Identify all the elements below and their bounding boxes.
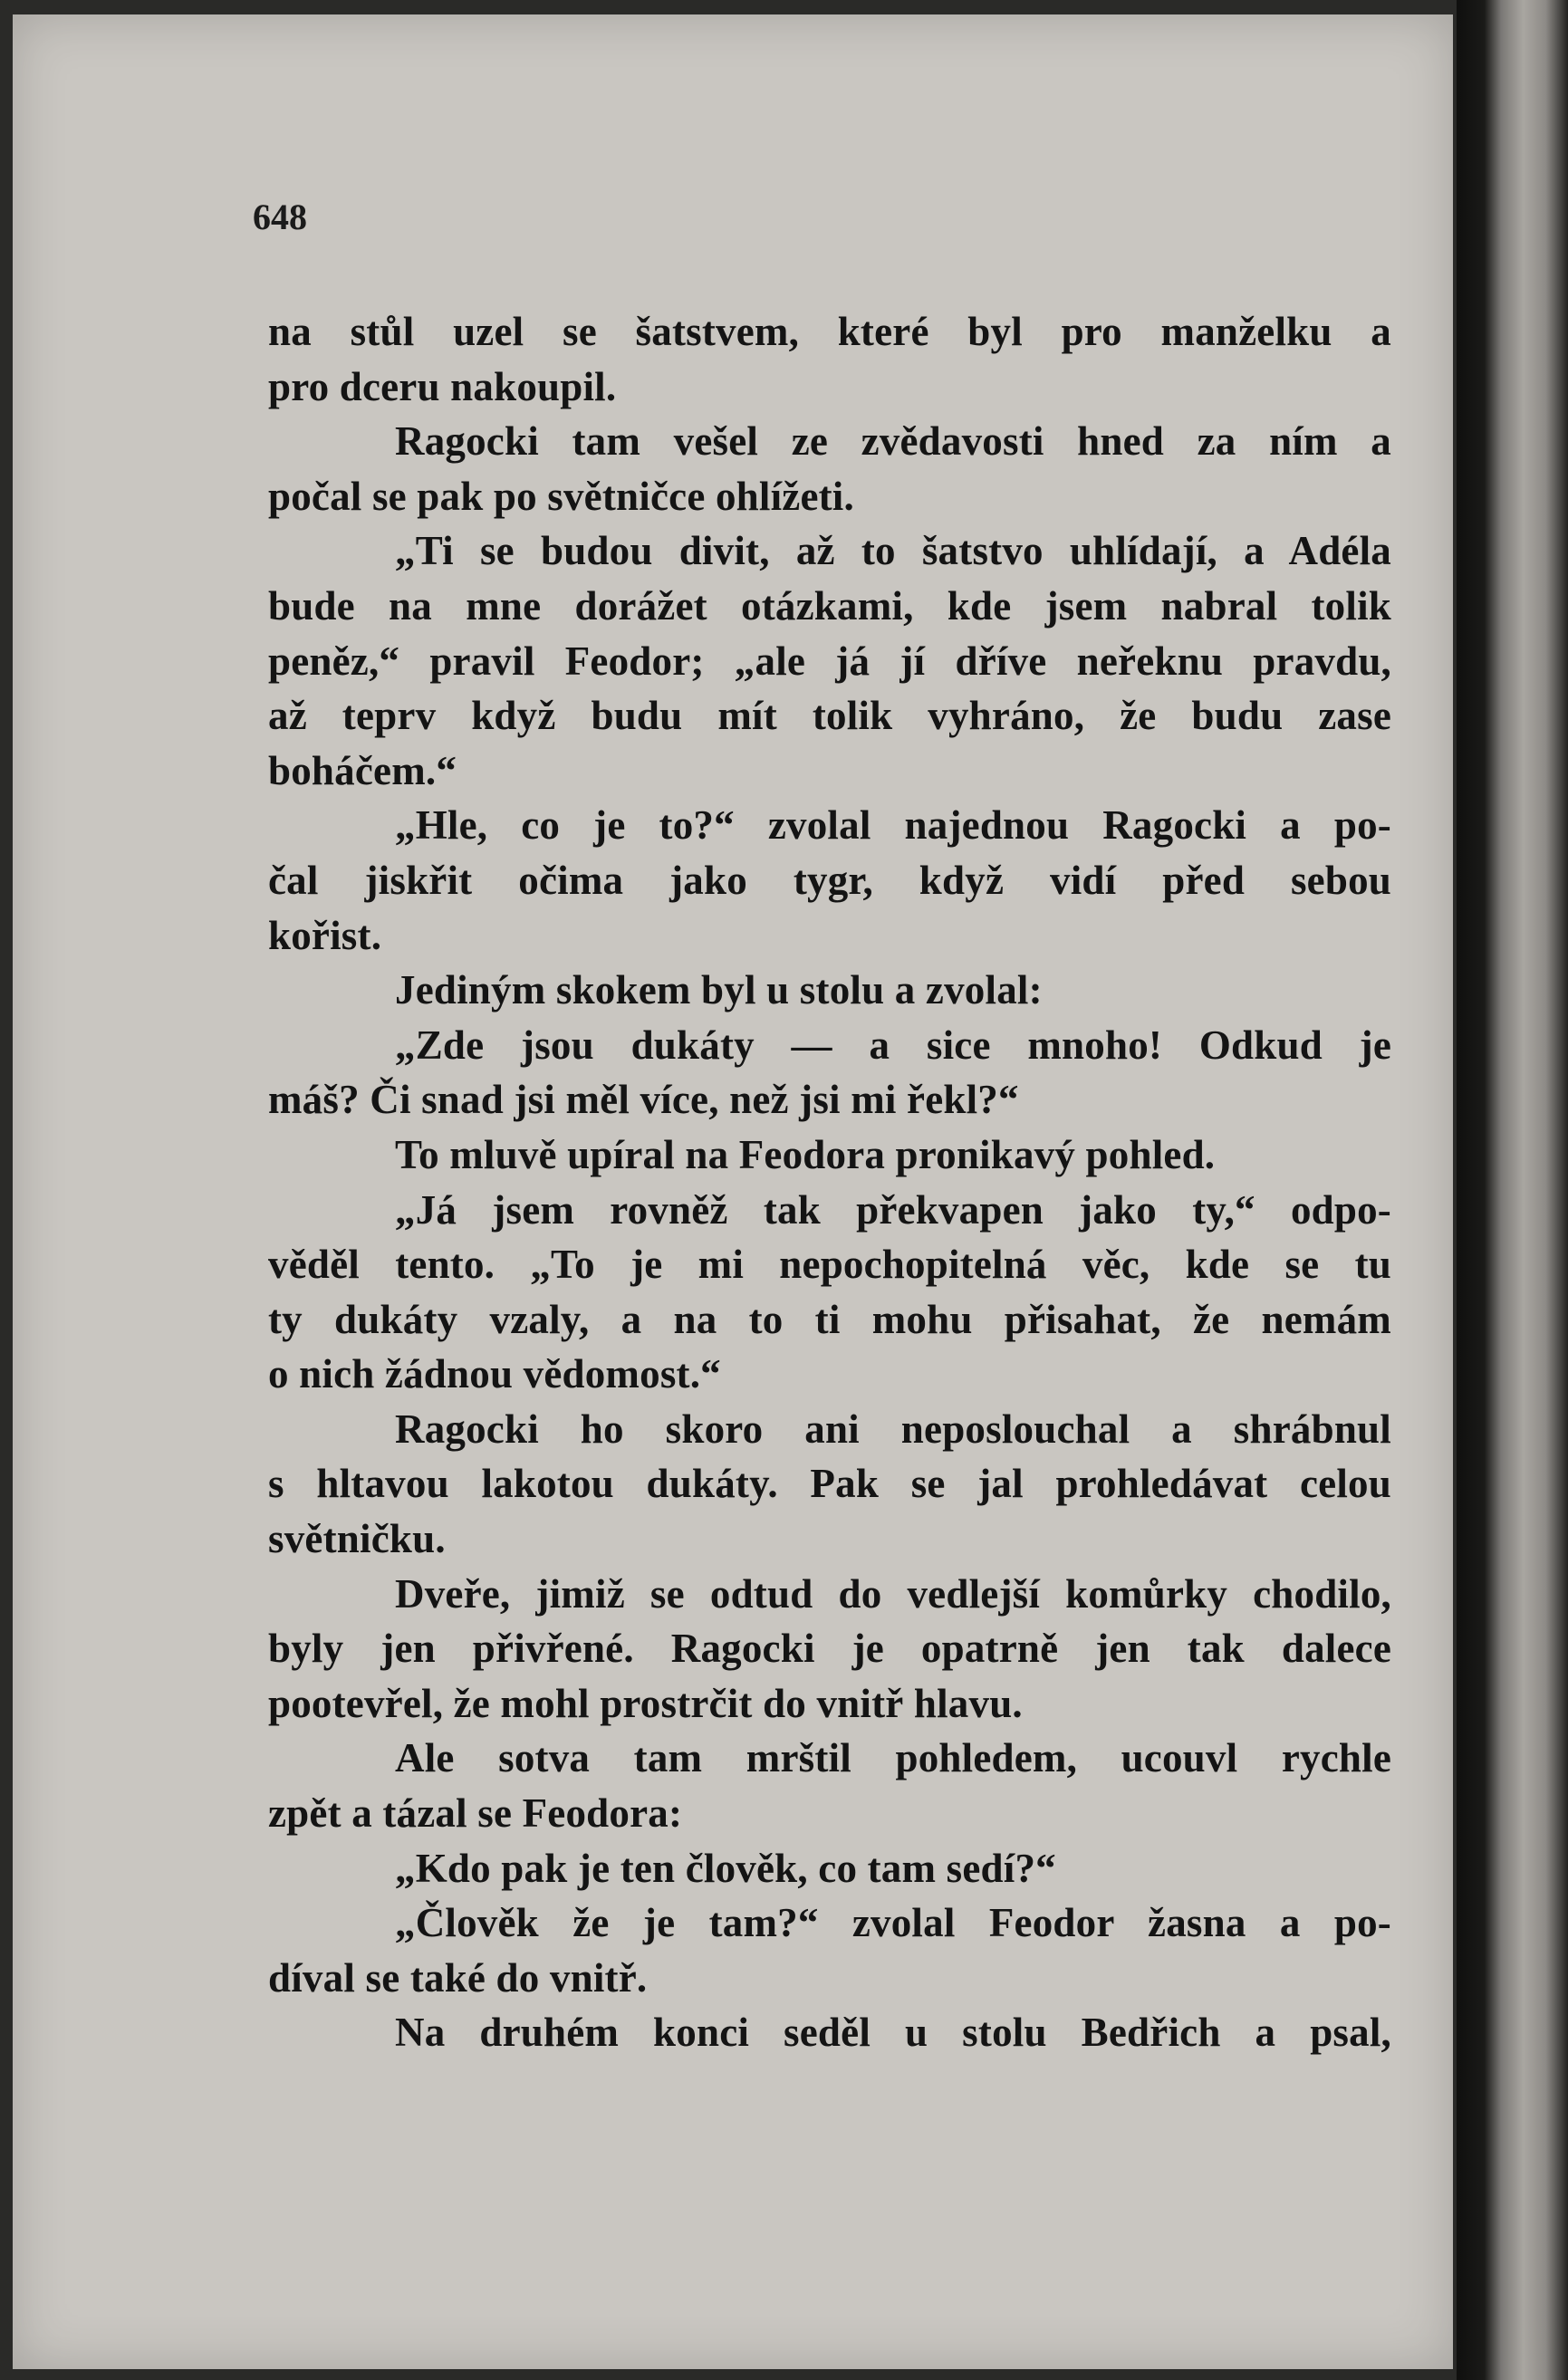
text-line: „Ti se budou divit, až to šatstvo uhlídají, a Adéla	[395, 528, 1391, 574]
text-line: Ragocki tam vešel ze zvědavosti hned za ním a	[395, 418, 1391, 465]
text-line: s hltavou lakotou dukáty. Pak se jal prohledávat celou	[268, 1461, 1391, 1507]
text-line: „Zde jsou dukáty — a sice mnoho! Odkud je	[395, 1022, 1391, 1068]
text-line: „Člověk že je tam?“ zvolal Feodor žasna a po-	[395, 1900, 1391, 1946]
text-line: boháčem.“	[268, 747, 457, 793]
text-line: o nich žádnou vědomost.“	[268, 1351, 721, 1397]
text-line: „Kdo pak je ten člověk, co tam sedí?“	[395, 1845, 1056, 1891]
text-line: světničku.	[268, 1516, 446, 1562]
text-line: „Hle, co je to?“ zvolal najednou Ragocki a po-	[395, 802, 1391, 849]
text-line: Ale sotva tam mrštil pohledem, ucouvl rychle	[395, 1735, 1391, 1781]
text-line: pootevřel, že mohl prostrčit do vnitř hlavu.	[268, 1680, 1023, 1726]
page-number: 648	[253, 197, 307, 237]
text-line: na stůl uzel se šatstvem, které byl pro manželku a	[268, 309, 1391, 354]
text-line: kořist.	[268, 912, 382, 958]
text-line: ty dukáty vzaly, a na to ti mohu přisahat, že nemám	[268, 1296, 1391, 1342]
text-line: čal jiskřit očima jako tygr, když vidí před sebou	[268, 857, 1391, 903]
text-line: díval se také do vnitř.	[268, 1954, 648, 2001]
text-line: až teprv když budu mít tolik vyhráno, že budu zase	[268, 693, 1391, 739]
book-page	[13, 14, 1453, 2369]
page-text	[268, 304, 1391, 2060]
text-line: počal se pak po světničce ohlížeti.	[268, 473, 854, 519]
text-line: Na druhém konci seděl u stolu Bedřich a psal,	[395, 2010, 1391, 2056]
text-line: Dveře, jimiž se odtud do vedlejší komůrky chodilo,	[395, 1570, 1391, 1617]
text-line: peněz,“ pravil Feodor; „ale já jí dříve neřeknu pravdu,	[268, 638, 1391, 684]
text-line: máš? Či snad jsi měl více, než jsi mi řekl?“	[268, 1077, 1019, 1123]
text-line: byly jen přivřené. Ragocki je opatrně jen tak dalece	[268, 1626, 1391, 1672]
text-line: Ragocki ho skoro ani neposlouchal a shrábnul	[395, 1406, 1391, 1452]
text-line: věděl tento. „To je mi nepochopitelná věc, kde se tu	[268, 1242, 1391, 1288]
text-line: Jediným skokem byl u stolu a zvolal:	[395, 967, 1043, 1013]
text-line: bude na mne dorážet otázkami, kde jsem nabral tolik	[268, 582, 1391, 629]
book-spine	[1457, 0, 1568, 2380]
text-line: To mluvě upíral na Feodora pronikavý pohled.	[395, 1131, 1216, 1177]
text-line: „Já jsem rovněž tak překvapen jako ty,“ odpo-	[395, 1186, 1391, 1233]
text-line: zpět a tázal se Feodora:	[268, 1790, 683, 1837]
text-line: pro dceru nakoupil.	[268, 363, 617, 409]
